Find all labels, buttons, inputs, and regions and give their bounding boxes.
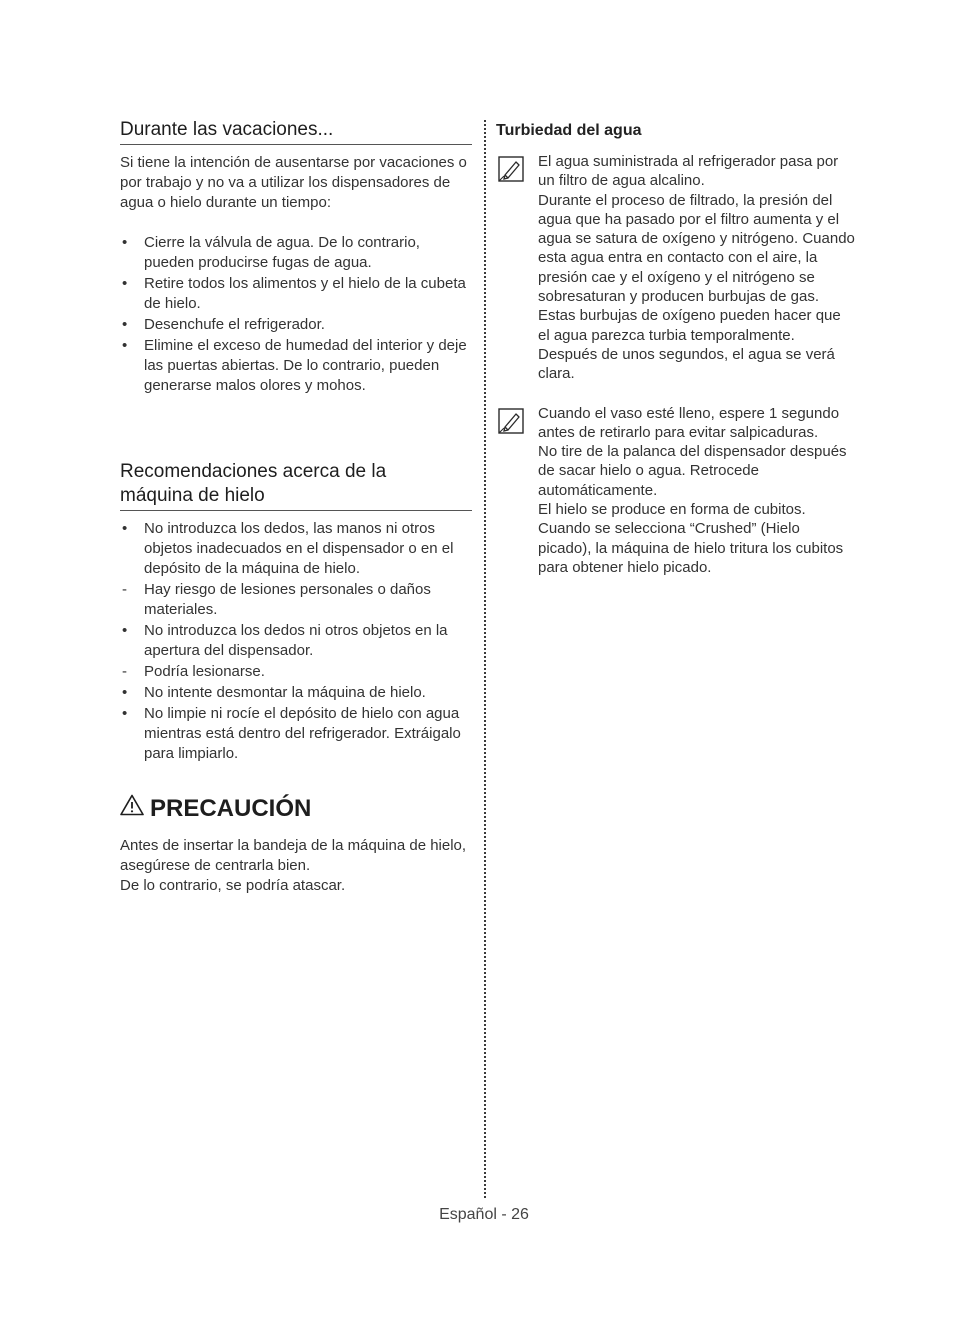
vacation-intro: Si tiene la intención de ausentarse por vacaciones o por trabajo y no va a utilizar los dispensadores de agua o hielo durante un tiempo: bbox=[120, 154, 467, 211]
water-turbidity-heading: Turbiedad del agua bbox=[496, 122, 642, 139]
list-item bbox=[120, 274, 472, 314]
list-item-text: No introduzca los dedos ni otros objetos en la apertura del dispensador. bbox=[144, 622, 448, 659]
list-item bbox=[120, 233, 472, 273]
list-item bbox=[120, 621, 472, 661]
note-body bbox=[538, 152, 856, 384]
list-marker: - bbox=[122, 581, 127, 598]
icemaker-section bbox=[120, 460, 472, 764]
bullet-marker: • bbox=[122, 337, 128, 354]
caution-line: Antes de insertar la bandeja de la máquina de hielo, asegúrese de centrarla bien. bbox=[120, 837, 467, 874]
note-pencil-icon bbox=[496, 152, 538, 384]
vacation-bullet-list bbox=[120, 233, 472, 396]
list-marker: • bbox=[122, 705, 128, 722]
list-item bbox=[120, 519, 472, 579]
list-item-text: Podría lesionarse. bbox=[144, 663, 265, 680]
list-item-text: Elimine el exceso de humedad del interior y deje las puertas abiertas. De lo contrario, pueden generarse malos olores y mohos. bbox=[144, 337, 467, 394]
list-item-text: Desenchufe el refrigerador. bbox=[144, 316, 325, 333]
list-marker: • bbox=[122, 520, 128, 537]
caution-section bbox=[120, 794, 472, 896]
icemaker-list bbox=[120, 519, 472, 764]
note-paragraph: El agua suministrada al refrigerador pasa por un filtro de agua alcalino. bbox=[538, 153, 839, 190]
warning-triangle-icon bbox=[120, 794, 144, 824]
note-paragraph: Estas burbujas de oxígeno pueden hacer que el agua parezca turbia temporalmente. Después de unos segundos, el agua se verá clara. bbox=[538, 307, 841, 383]
page-footer: Español - 26 bbox=[439, 1206, 529, 1223]
column-divider bbox=[484, 120, 486, 1198]
vacation-heading: Durante las vacaciones... bbox=[120, 118, 472, 145]
icemaker-heading-line2: máquina de hielo bbox=[120, 485, 265, 506]
list-item-text: No intente desmontar la máquina de hielo. bbox=[144, 684, 426, 701]
caution-line: De lo contrario, se podría atascar. bbox=[120, 877, 346, 894]
list-item-text: Hay riesgo de lesiones personales o daños materiales. bbox=[144, 581, 431, 618]
list-item bbox=[120, 336, 472, 396]
list-item bbox=[120, 704, 472, 764]
right-column bbox=[496, 120, 856, 577]
note-pencil-icon bbox=[496, 404, 538, 578]
list-item-text: No introduzca los dedos, las manos ni otros objetos inadecuados en el dispensador o en el depósito de la máquina de hielo. bbox=[144, 520, 454, 577]
list-item-text: No limpie ni rocíe el depósito de hielo con agua mientras está dentro del refrigerador. Extráigalo para limpiarlo. bbox=[144, 705, 461, 762]
bullet-marker: • bbox=[122, 316, 128, 333]
caution-heading bbox=[120, 794, 472, 824]
caution-text bbox=[120, 836, 472, 896]
left-column bbox=[120, 118, 472, 896]
list-item-text: Cierre la válvula de agua. De lo contrario, pueden producirse fugas de agua. bbox=[144, 234, 420, 271]
note-paragraph: El hielo se produce en forma de cubitos. Cuando se selecciona “Crushed” (Hielo picado), la máquina de hielo tritura los cubitos para obtener hielo picado. bbox=[538, 501, 844, 576]
note-body bbox=[538, 404, 856, 578]
list-item bbox=[120, 580, 472, 620]
icemaker-heading-line1: Recomendaciones acerca de la bbox=[120, 461, 387, 482]
vacation-section bbox=[120, 118, 472, 396]
list-item bbox=[120, 683, 472, 703]
note-block bbox=[496, 152, 856, 384]
list-item bbox=[120, 315, 472, 335]
note-block bbox=[496, 404, 856, 578]
bullet-marker: • bbox=[122, 234, 128, 251]
list-item bbox=[120, 662, 472, 682]
list-marker: • bbox=[122, 622, 128, 639]
list-marker: - bbox=[122, 663, 127, 680]
list-marker: • bbox=[122, 684, 128, 701]
icemaker-heading bbox=[120, 460, 472, 511]
note-paragraph: No tire de la palanca del dispensador después de sacar hielo o agua. Retrocede automáticamente. bbox=[538, 443, 847, 499]
caution-title: PRECAUCIÓN bbox=[150, 795, 312, 822]
note-paragraph: Cuando el vaso esté lleno, espere 1 segundo antes de retirarlo para evitar salpicaduras. bbox=[538, 404, 840, 441]
list-item-text: Retire todos los alimentos y el hielo de la cubeta de hielo. bbox=[144, 275, 466, 312]
note-paragraph: Durante el proceso de filtrado, la presión del agua que ha pasado por el filtro aumenta y el agua se satura de oxígeno y nitrógeno. Cuando esta agua entra en contacto con el aire, la presión cae y el oxígeno y el nitrógeno se sobresaturan y producen burbujas de gas. bbox=[538, 191, 855, 306]
bullet-marker: • bbox=[122, 275, 128, 292]
